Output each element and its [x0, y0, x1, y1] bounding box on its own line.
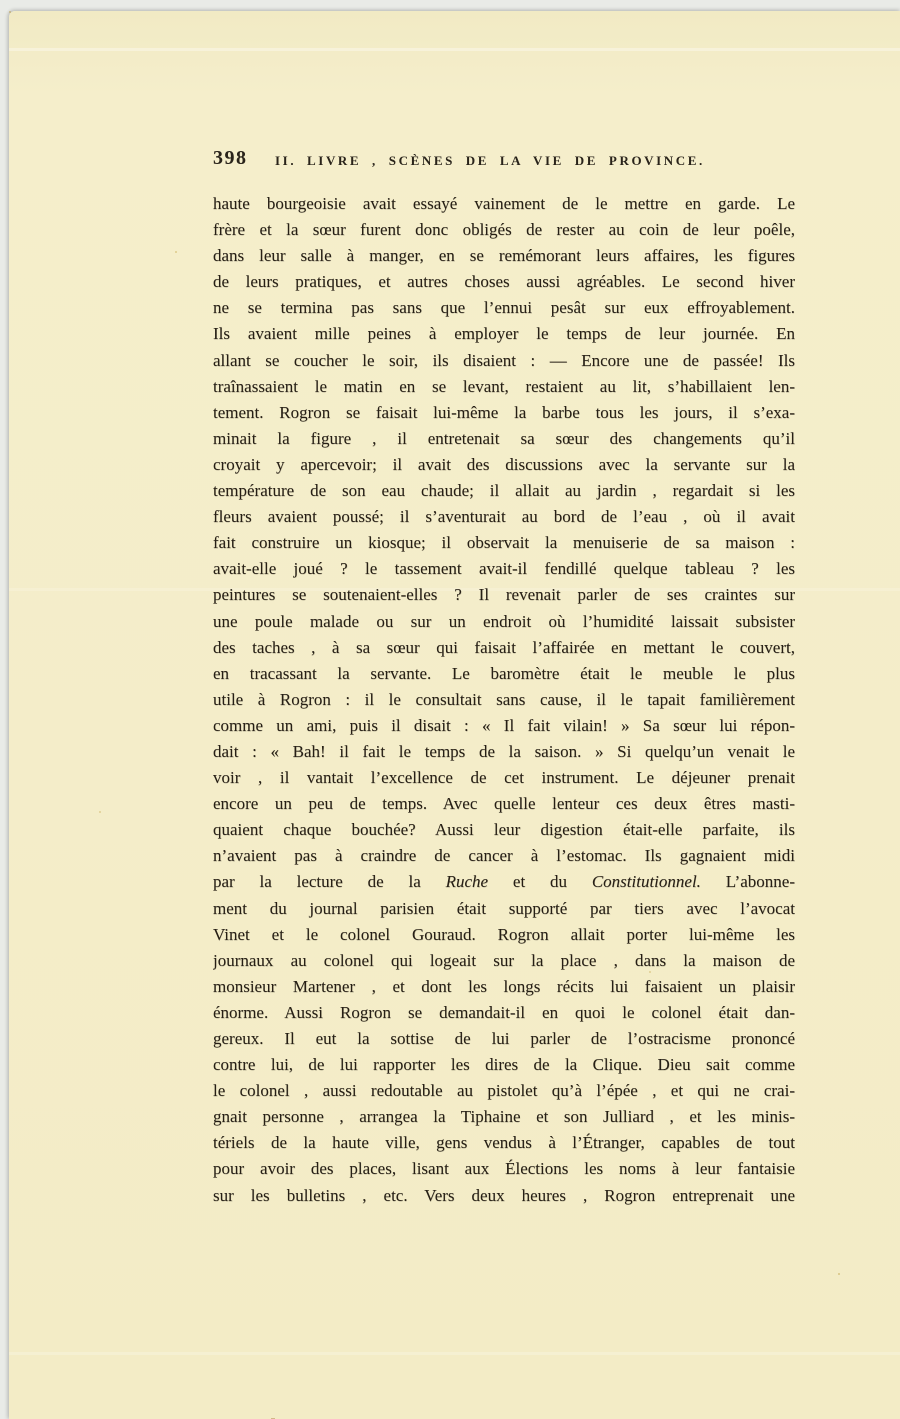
text-line: tériels de la haute ville, gens vendus à l’Étranger, capables de tout — [213, 1133, 795, 1153]
text-line: comme un ami, puis il disait : « Il fait vilain! » Sa sœur lui répon- — [213, 715, 795, 735]
text-line: énorme. Aussi Rogron se demandait-il en quoi le colonel était dan- — [213, 1002, 795, 1022]
text-line: sur les bulletins , etc. Vers deux heures , Rogron entreprenait une — [213, 1185, 795, 1205]
text-line: monsieur Martener , et dont les longs récits lui faisaient un plaisir — [213, 976, 795, 996]
journal-title-ruche: Ruche — [445, 872, 489, 892]
text-line: utile à Rogron : il le consultait sans cause, il le tapait familièrement — [213, 689, 795, 709]
running-title: II. LIVRE , SCÈNES DE LA VIE DE PROVINCE. — [275, 153, 705, 168]
text-line: peintures se soutenaient-elles ? Il revenait parler de ses craintes sur — [213, 585, 795, 605]
text-line: une poule malade ou sur un endroit où l’humidité laissait subsister — [213, 611, 795, 631]
text-line: en tracassant la servante. Le baromètre était le meuble le plus — [213, 663, 795, 683]
text-line: dait : « Bah! il fait le temps de la saison. » Si quelqu’un venait le — [213, 741, 795, 761]
text-segment: et du — [488, 872, 592, 892]
text-line: le colonel , aussi redoutable au pistolet qu’à l’épée , et qui ne crai- — [213, 1081, 795, 1101]
text-line: journaux au colonel qui logeait sur la place , dans la maison de — [213, 950, 795, 970]
text-line-with-italics — [213, 869, 795, 895]
text-line: des taches , à sa sœur qui faisait l’affairée en mettant le couvert, — [213, 637, 795, 657]
text-line: quaient chaque bouchée? Aussi leur digestion était-elle parfaite, ils — [213, 820, 795, 840]
text-line: ne se termina pas sans que l’ennui pesât sur eux effroyablement. — [213, 298, 795, 318]
paper-crease — [9, 48, 900, 51]
text-line: minait la figure , il entretenait sa sœur des changements qu’il — [213, 428, 795, 448]
text-line: gereux. Il eut la sottise de lui parler de l’ostracisme prononcé — [213, 1029, 795, 1048]
journal-title-constitutionnel: Constitutionnel. — [591, 872, 701, 892]
text-line: pour avoir des places, lisant aux Élections les noms à leur fantaisie — [213, 1159, 795, 1179]
text-line: frère et la sœur furent donc obligés de rester au coin de leur poêle, — [213, 220, 795, 240]
paper-specks — [9, 11, 11, 13]
text-line: température de son eau chaude; il allait au jardin , regardait si les — [213, 481, 795, 501]
text-line: n’avaient pas à craindre de cancer à l’estomac. Ils gagnaient midi — [213, 846, 795, 866]
text-line: voir , il vantait l’excellence de cet instrument. Le déjeuner prenait — [213, 768, 795, 788]
text-line: fait construire un kiosque; il observait la menuiserie de sa maison : — [213, 533, 795, 553]
text-line: dans leur salle à manger, en se remémorant leurs affaires, les figures — [213, 246, 795, 266]
text-line: traînassaient le matin en se levant, restaient au lit, s’habillaient len- — [213, 376, 795, 396]
text-line: fleurs avaient poussé; il s’aventurait au bord de l’eau , où il avait — [213, 507, 795, 527]
text-line: de leurs pratiques, et autres choses aussi agréables. Le second hiver — [213, 272, 795, 292]
body-text — [213, 191, 795, 1209]
text-line: gnait personne , arrangea la Tiphaine et son Julliard , et les minis- — [213, 1107, 795, 1127]
text-line: ment du journal parisien était supporté par tiers avec l’avocat — [213, 898, 795, 918]
text-line: Ils avaient mille peines à employer le temps de leur journée. En — [213, 324, 795, 344]
text-line: haute bourgeoisie avait essayé vainement de le mettre en garde. Le — [213, 194, 795, 213]
book-page — [9, 11, 900, 1419]
paper-crease — [9, 1352, 900, 1355]
text-line: tement. Rogron se faisait lui-même la barbe tous les jours, il s’exa- — [213, 402, 795, 422]
text-segment: par la lecture de la — [213, 872, 446, 892]
text-line: croyait y apercevoir; il avait des discussions avec la servante sur la — [213, 454, 795, 474]
text-line: encore un peu de temps. Avec quelle lenteur ces deux êtres masti- — [213, 794, 795, 814]
text-line: contre lui, de lui rapporter les dires de la Clique. Dieu sait comme — [213, 1055, 795, 1075]
page-number: 398 — [213, 147, 248, 169]
text-line: allant se coucher le soir, ils disaient : — Encore une de passée! Ils — [213, 350, 795, 370]
text-line: avait-elle joué ? le tassement avait-il fendillé quelque tableau ? les — [213, 559, 795, 579]
text-line: Vinet et le colonel Gouraud. Rogron allait porter lui-même les — [213, 924, 795, 944]
text-segment: L’abonne- — [700, 872, 795, 892]
